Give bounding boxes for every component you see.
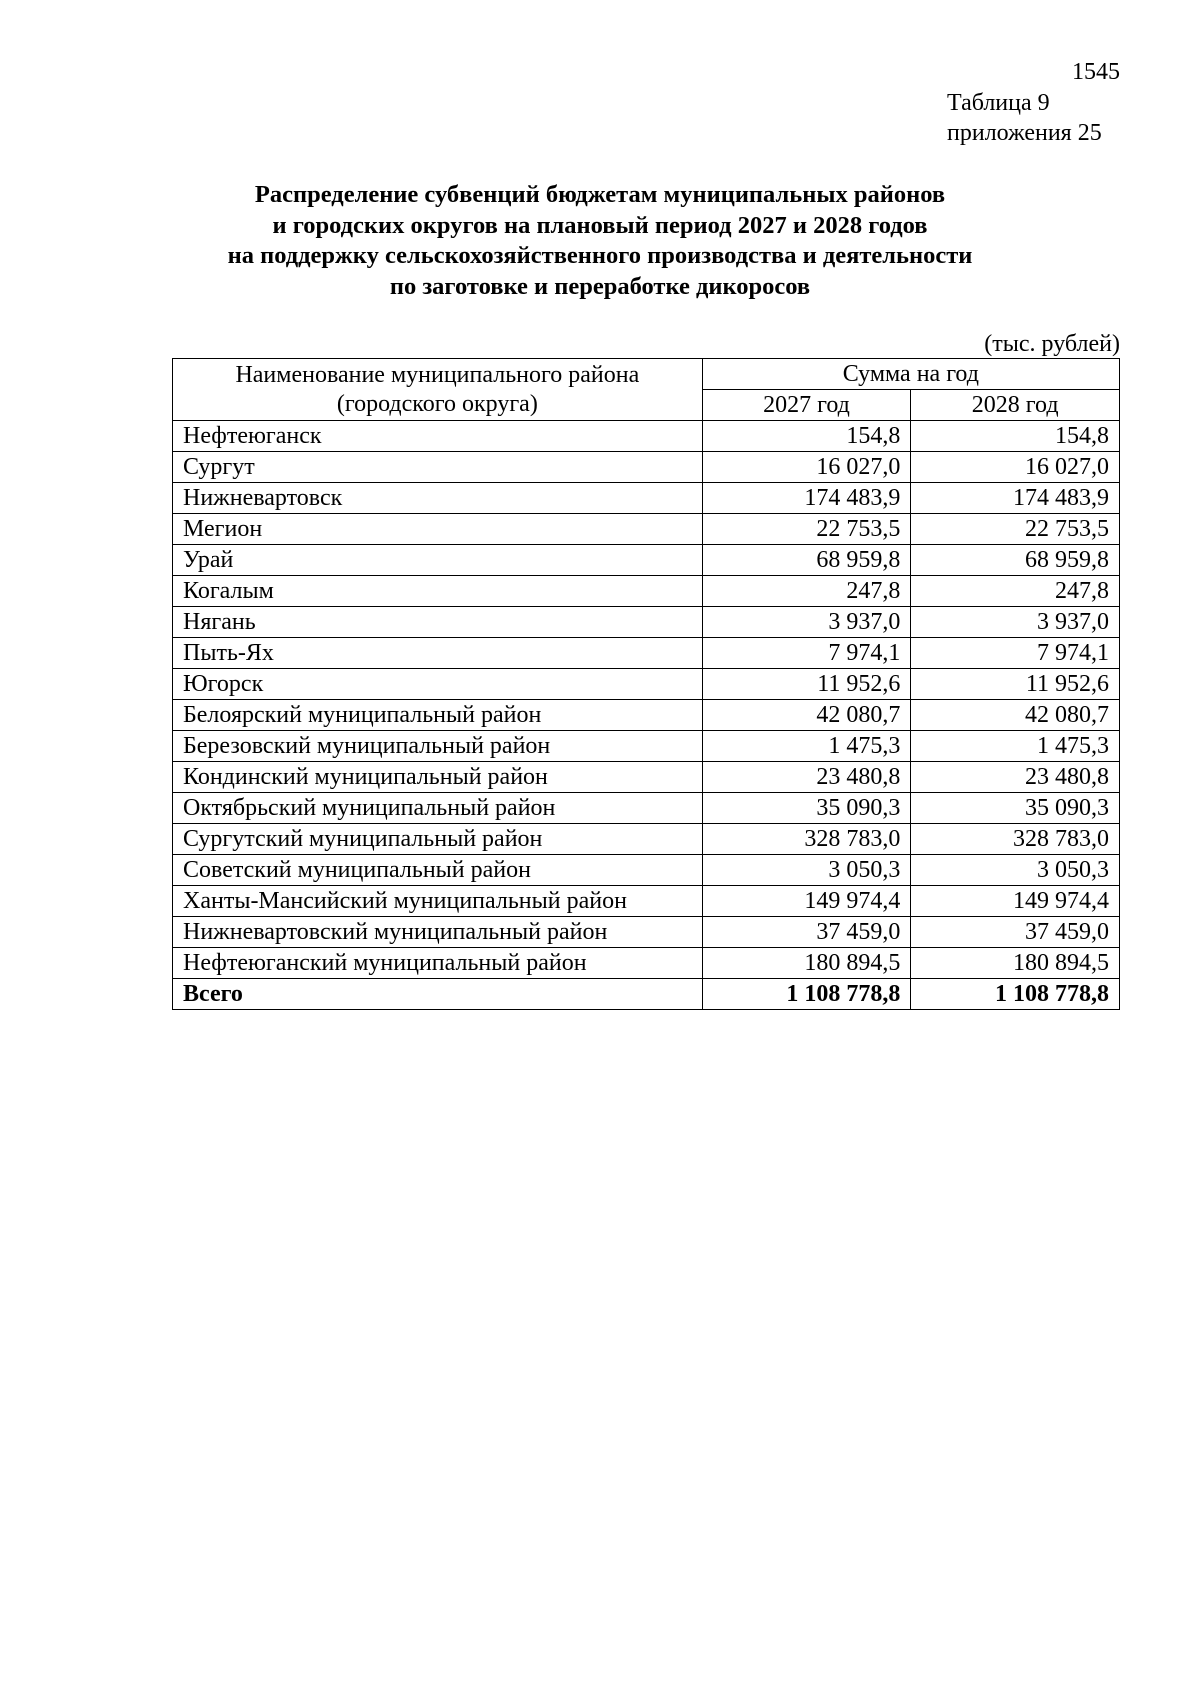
municipality-name-cell: Нижневартовск bbox=[173, 483, 703, 514]
table-row bbox=[173, 421, 1120, 452]
table-header-row bbox=[173, 359, 1120, 390]
municipality-name-cell: Советский муниципальный район bbox=[173, 855, 703, 886]
table-row bbox=[173, 731, 1120, 762]
table-row bbox=[173, 917, 1120, 948]
amount-2027-cell: 3 050,3 bbox=[702, 855, 911, 886]
table-row bbox=[173, 886, 1120, 917]
amount-2028-cell: 42 080,7 bbox=[911, 700, 1120, 731]
page-number: 1545 bbox=[1072, 59, 1120, 85]
table-row bbox=[173, 669, 1120, 700]
table-row bbox=[173, 855, 1120, 886]
table-row bbox=[173, 762, 1120, 793]
title-line: по заготовке и переработке дикоросов bbox=[389, 272, 811, 300]
amount-2028-cell: 180 894,5 bbox=[911, 948, 1120, 979]
amount-2028-cell: 328 783,0 bbox=[911, 824, 1120, 855]
amount-2028-cell: 1 475,3 bbox=[911, 731, 1120, 762]
total-2028-cell: 1 108 778,8 bbox=[911, 979, 1120, 1010]
amount-2027-cell: 22 753,5 bbox=[702, 514, 911, 545]
table-row bbox=[173, 638, 1120, 669]
municipality-name-cell: Нижневартовский муниципальный район bbox=[173, 917, 703, 948]
title-line: Распределение субвенций бюджетам муниципальных районов bbox=[254, 181, 946, 208]
municipality-name-cell: Югорск bbox=[173, 669, 703, 700]
municipality-name-cell: Ханты-Мансийский муниципальный район bbox=[173, 886, 703, 917]
table-total-row bbox=[173, 979, 1120, 1010]
amount-2028-cell: 37 459,0 bbox=[911, 917, 1120, 948]
amount-2027-cell: 154,8 bbox=[702, 421, 911, 452]
column-header-name-line: (городского округа) bbox=[336, 390, 538, 417]
units-label: (тыс. рублей) bbox=[984, 331, 1120, 357]
amount-2028-cell: 23 480,8 bbox=[911, 762, 1120, 793]
total-label-cell: Всего bbox=[173, 979, 703, 1010]
amount-2027-cell: 11 952,6 bbox=[702, 669, 911, 700]
appendix-number: приложения 25 bbox=[947, 120, 1102, 146]
table-row bbox=[173, 452, 1120, 483]
amount-2027-cell: 23 480,8 bbox=[702, 762, 911, 793]
table-row bbox=[173, 948, 1120, 979]
document-title bbox=[0, 180, 1200, 302]
amount-2028-cell: 7 974,1 bbox=[911, 638, 1120, 669]
table-row bbox=[173, 514, 1120, 545]
table-row bbox=[173, 793, 1120, 824]
municipality-name-cell: Нефтеюганск bbox=[173, 421, 703, 452]
amount-2028-cell: 11 952,6 bbox=[911, 669, 1120, 700]
municipality-name-cell: Сургутский муниципальный район bbox=[173, 824, 703, 855]
amount-2027-cell: 68 959,8 bbox=[702, 545, 911, 576]
table-row bbox=[173, 700, 1120, 731]
municipality-name-cell: Пыть-Ях bbox=[173, 638, 703, 669]
amount-2028-cell: 3 937,0 bbox=[911, 607, 1120, 638]
amount-2027-cell: 247,8 bbox=[702, 576, 911, 607]
column-header-name-line: Наименование муниципального района bbox=[235, 361, 640, 388]
title-line: и городских округов на плановый период 2027 и 2028 годов bbox=[272, 211, 928, 239]
table-row bbox=[173, 824, 1120, 855]
amount-2027-cell: 1 475,3 bbox=[702, 731, 911, 762]
amount-2027-cell: 174 483,9 bbox=[702, 483, 911, 514]
amount-2027-cell: 16 027,0 bbox=[702, 452, 911, 483]
column-header-2028: 2028 год bbox=[911, 390, 1120, 421]
table-row bbox=[173, 607, 1120, 638]
amount-2028-cell: 174 483,9 bbox=[911, 483, 1120, 514]
municipality-name-cell: Урай bbox=[173, 545, 703, 576]
municipality-name-cell: Нягань bbox=[173, 607, 703, 638]
table-number: Таблица 9 bbox=[947, 90, 1050, 116]
municipality-name-cell: Мегион bbox=[173, 514, 703, 545]
amount-2028-cell: 22 753,5 bbox=[911, 514, 1120, 545]
table-body bbox=[173, 421, 1120, 1010]
total-2027-cell: 1 108 778,8 bbox=[702, 979, 911, 1010]
municipality-name-cell: Сургут bbox=[173, 452, 703, 483]
municipality-name-cell: Октябрьский муниципальный район bbox=[173, 793, 703, 824]
amount-2028-cell: 68 959,8 bbox=[911, 545, 1120, 576]
table-row bbox=[173, 576, 1120, 607]
municipality-name-cell: Белоярский муниципальный район bbox=[173, 700, 703, 731]
amount-2027-cell: 35 090,3 bbox=[702, 793, 911, 824]
amount-2027-cell: 37 459,0 bbox=[702, 917, 911, 948]
amount-2027-cell: 328 783,0 bbox=[702, 824, 911, 855]
column-header-2027: 2027 год bbox=[702, 390, 911, 421]
amount-2027-cell: 180 894,5 bbox=[702, 948, 911, 979]
amount-2028-cell: 149 974,4 bbox=[911, 886, 1120, 917]
table-reference bbox=[947, 88, 1102, 148]
amount-2028-cell: 247,8 bbox=[911, 576, 1120, 607]
column-header-sum: Сумма на год bbox=[702, 359, 1119, 390]
municipality-name-cell: Березовский муниципальный район bbox=[173, 731, 703, 762]
amount-2027-cell: 7 974,1 bbox=[702, 638, 911, 669]
amount-2027-cell: 42 080,7 bbox=[702, 700, 911, 731]
table-row bbox=[173, 483, 1120, 514]
amount-2028-cell: 154,8 bbox=[911, 421, 1120, 452]
amount-2027-cell: 149 974,4 bbox=[702, 886, 911, 917]
column-header-name bbox=[173, 359, 703, 421]
amount-2028-cell: 35 090,3 bbox=[911, 793, 1120, 824]
table-row bbox=[173, 545, 1120, 576]
municipality-name-cell: Кондинский муниципальный район bbox=[173, 762, 703, 793]
municipality-name-cell: Нефтеюганский муниципальный район bbox=[173, 948, 703, 979]
subvention-table bbox=[172, 358, 1120, 1010]
amount-2027-cell: 3 937,0 bbox=[702, 607, 911, 638]
title-line: на поддержку сельскохозяйственного производства и деятельности bbox=[227, 242, 973, 269]
amount-2028-cell: 16 027,0 bbox=[911, 452, 1120, 483]
amount-2028-cell: 3 050,3 bbox=[911, 855, 1120, 886]
municipality-name-cell: Когалым bbox=[173, 576, 703, 607]
